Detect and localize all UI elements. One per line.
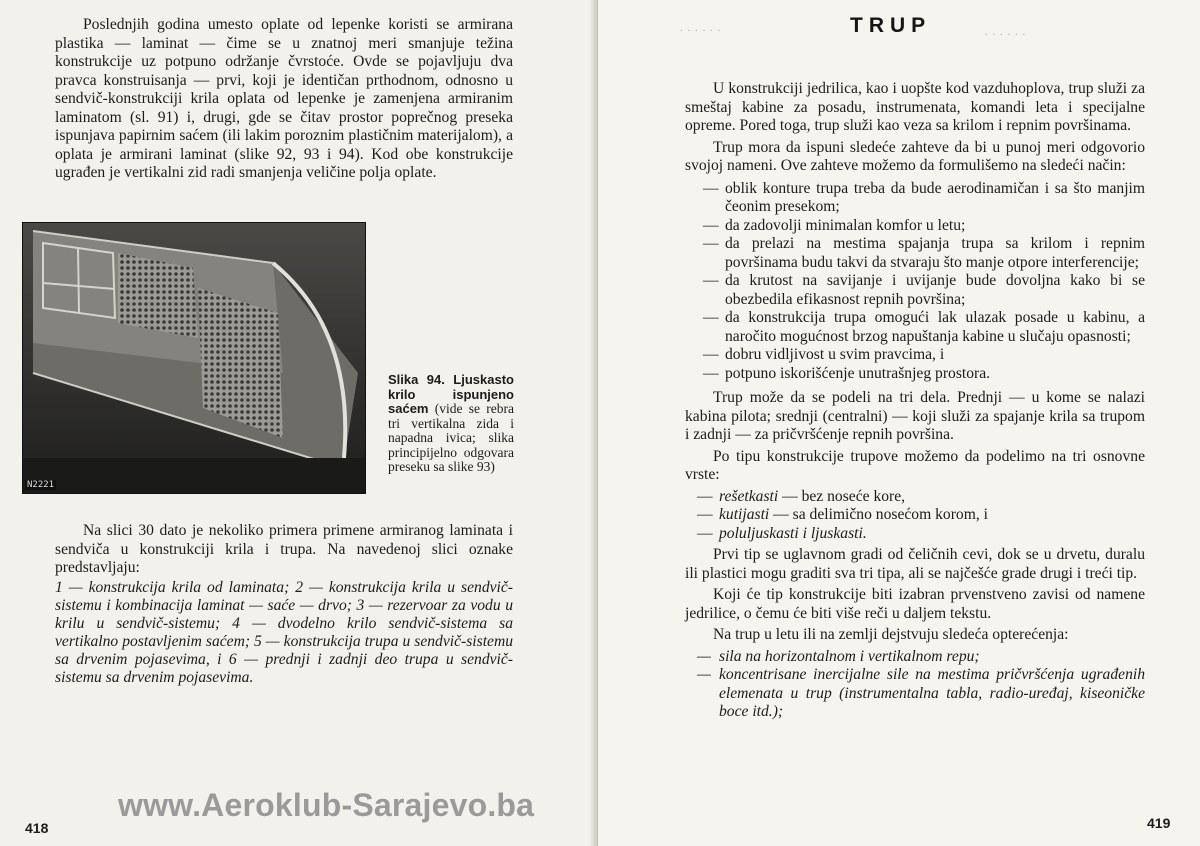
list-item: — koncentrisane inercijalne sile na mestima pričvršćenja ugrađenih elemenata u trup (instrumentalna tabla, radio-uređaj, kiseoničke boce itd.); bbox=[693, 666, 1145, 722]
list-item: — da konstrukcija trupa omogući lak ulazak posade u kabinu, a naročito mogućnost brzog napuštanja kabine u slučaju opasnosti; bbox=[699, 309, 1145, 346]
right-paragraph-6: Koji će tip konstrukcije biti izabran prvenstveno zavisi od namene jedrilice, o čemu će biti više reči u daljem tekstu. bbox=[685, 586, 1145, 622]
bleed-through-text-1: . . . . . . bbox=[680, 22, 722, 34]
list-item: — potpuno iskorišćenje unutrašnjeg prostora. bbox=[699, 365, 1145, 384]
watermark: www.Aeroklub-Sarajevo.ba bbox=[118, 787, 535, 823]
left-page bbox=[0, 0, 598, 846]
list-item: — oblik konture trupa treba da bude aerodinamičan i sa što manjim čeonim presekom; bbox=[699, 180, 1145, 217]
loads-list bbox=[693, 648, 1145, 722]
page-number-right: 419 bbox=[1147, 815, 1171, 831]
right-paragraph-4: Po tipu konstrukcije trupove možemo da podelimo na tri osnovne vrste: bbox=[685, 447, 1145, 483]
list-item bbox=[693, 488, 1145, 507]
list-item bbox=[693, 525, 1145, 544]
left-intro-paragraph: Poslednjih godina umesto oplate od lepenke koristi se armirana plastika — laminat — čime se u znatnoj meri smanjuje težina konstrukcije uz potpuno održanje čvrstoće. Ovde se pojavljuju dva pravca konstruisanja — prvi, koji je identičan prthodnom, odnosno u sendvič-konstrukciji krila oplata od lepenke je zamenjena armiranim laminatom (sl. 91) i, drugi, gde se čitav prostor poprečnog preseka ispunjava papirnim saćem (ili lakim poroznim plastičnim materijalom), a oplata je armirani laminat (slike 92, 93 i 94). Kod obe konstrukcije ugrađen je vertikalni zid radi smanjenja veličine polja oplate. bbox=[55, 16, 513, 181]
type-name: poluljuskasti i ljuskasti. bbox=[719, 524, 867, 542]
bleed-through-text-2: . . . . . . bbox=[985, 26, 1027, 38]
list-item: — dobru vidljivost u svim pravcima, i bbox=[699, 346, 1145, 365]
right-paragraph-3: Trup može da se podeli na tri dela. Prednji — u kome se nalazi kabina pilota; srednji (centralni) — koji služi za spajanje krila sa trupom i zadnji — za pričvršćenje repnih površina. bbox=[685, 389, 1145, 443]
type-desc: — bez noseće kore, bbox=[782, 487, 906, 505]
right-paragraph-2: Trup mora da ispuni sledeće zahteve da bi u punoj meri odgovorio svojoj nameni. Ove zahteve možemo da formulišemo na sledeći način: bbox=[685, 138, 1145, 174]
list-item: — da prelazi na mestima spajanja trupa sa krilom i repnim površinama budu takvi da stvaraju što manje otpore interferencije; bbox=[699, 235, 1145, 272]
type-desc: — sa delimično nosećom korom, i bbox=[773, 506, 988, 523]
left-legend-list: 1 — konstrukcija krila od laminata; 2 — konstrukcija krila u sendvič-sistemu i kombinacija laminat — saće — drvo; 3 — rezervoar za vodu u krilu u sendvič-sistemu; 4 — dvodelno krilo sendvič-sistema sa vertikalno postavljenim saćem; 5 — konstrukcija trupa u sendvič-sistemu sa drvenim pojasevima, i 6 — prednji i zadnji deo trupa u sendvič-sistemu sa drvenim pojasevima. bbox=[55, 579, 513, 686]
left-paragraph-2: Na slici 30 dato je nekoliko primera primene armiranog laminata i sendviča u konstrukciji krila i trupa. Na navedenoj slici oznake predstavljaju: bbox=[55, 522, 513, 576]
right-paragraph-7: Na trup u letu ili na zemlji dejstvuju sledeća opterećenja: bbox=[713, 626, 1069, 643]
list-item bbox=[693, 506, 1145, 525]
figure-tag: N2221 bbox=[27, 480, 55, 490]
list-item: — sila na horizontalnom i vertikalnom repu; bbox=[693, 648, 1145, 667]
right-paragraph-1: U konstrukciji jedrilica, kao i uopšte kod vazduhoplova, trup služi za smeštaj kabine za posadu, instrumenata, komandi leta i specijalne opreme. Pored toga, trup služi kao veza sa krilom i repnim površinama. bbox=[685, 80, 1145, 134]
wing-photo bbox=[22, 222, 366, 494]
list-item: — da zadovolji minimalan komfor u letu; bbox=[699, 217, 1145, 236]
type-name: kutijasti bbox=[719, 506, 770, 523]
right-body bbox=[685, 80, 1145, 722]
page-number-left: 418 bbox=[25, 820, 49, 836]
caption-title: Slika 94. Ljuskasto krilo ispunjeno saćem bbox=[388, 372, 514, 416]
caption-text: (vide se rebra tri vertikalna zida i napadna ivica; slika principijelno odgovara preseku sa slike 93) bbox=[388, 401, 514, 474]
type-name: rešetkasti bbox=[719, 487, 779, 505]
requirements-list bbox=[699, 180, 1145, 384]
chapter-title: TRUP bbox=[850, 14, 932, 37]
figure-caption bbox=[388, 373, 514, 475]
right-paragraph-5: Prvi tip se uglavnom gradi od čeličnih cevi, dok se u drvetu, duralu ili plastici mogu graditi sva tri tipa, ali se najčešće grade drugi i treći tip. bbox=[685, 546, 1145, 582]
types-list bbox=[693, 488, 1145, 544]
list-item: — da krutost na savijanje i uvijanje bude dovoljna kako bi se obezbedila efikasnost repnih površina; bbox=[699, 272, 1145, 309]
